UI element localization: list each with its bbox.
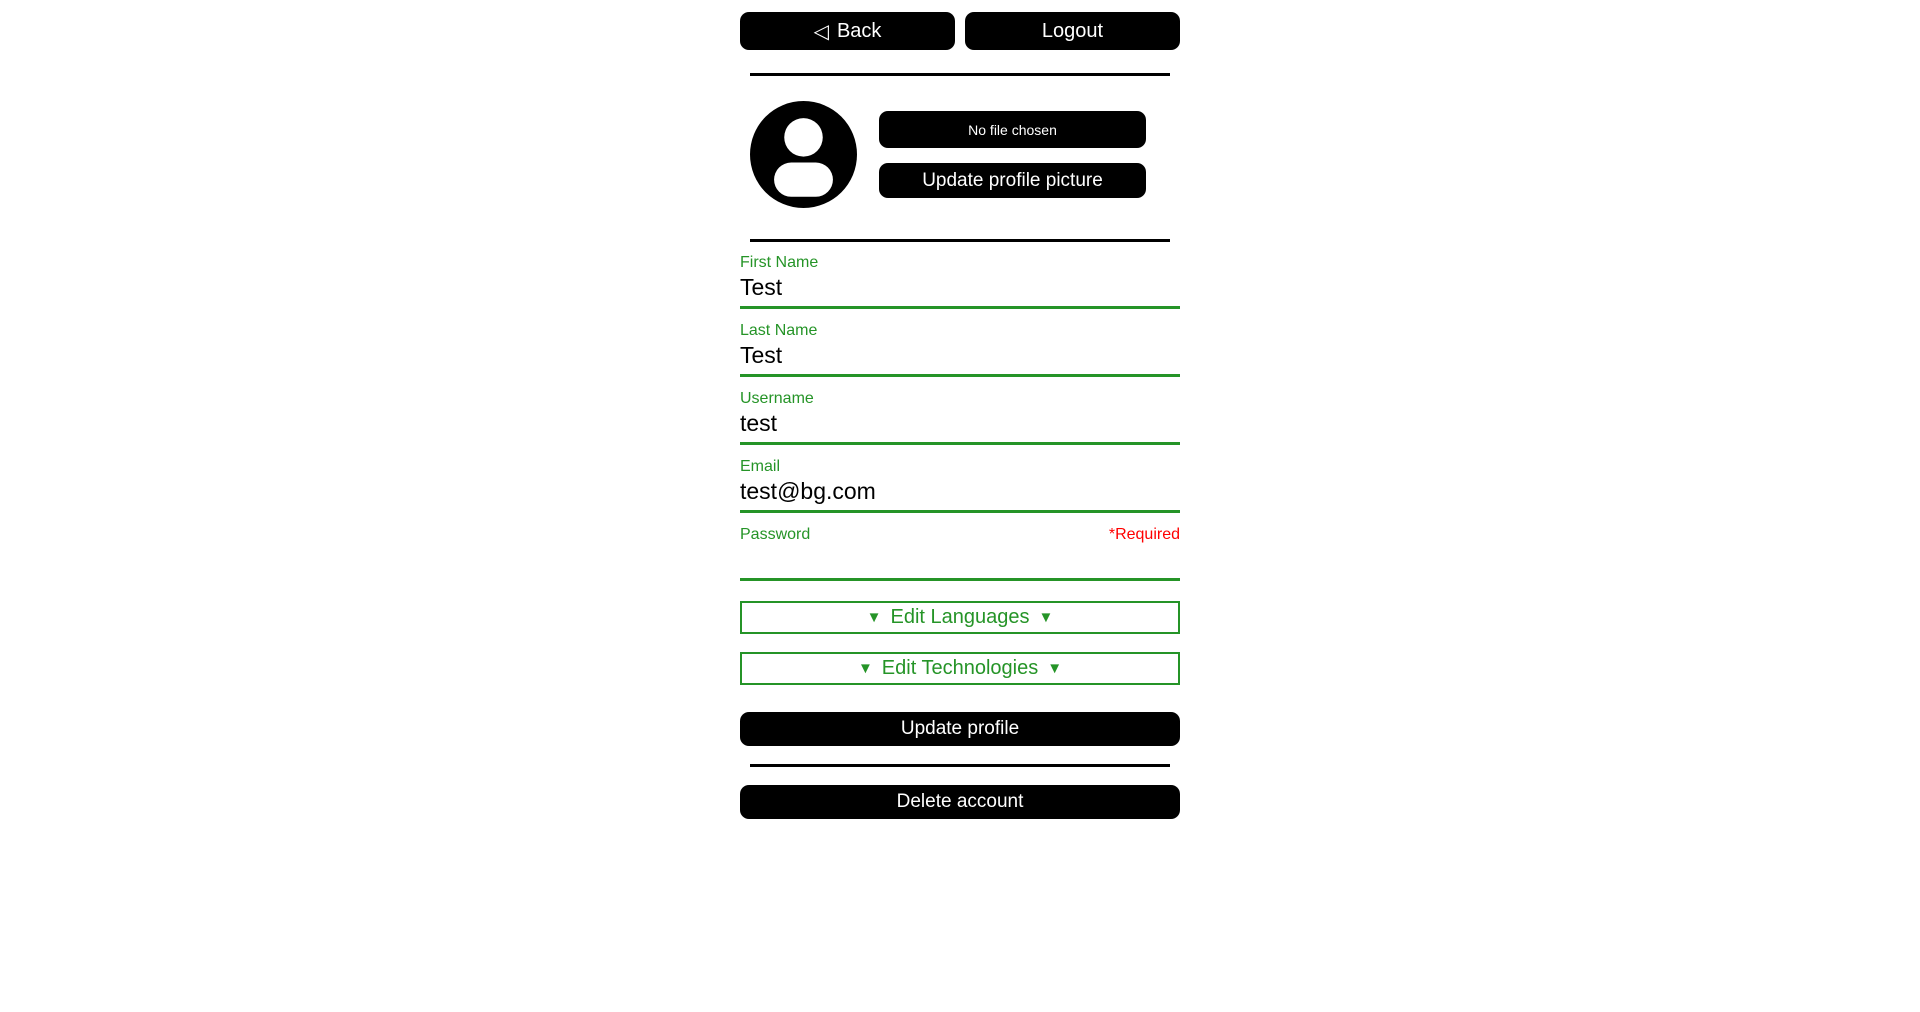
last-name-label: Last Name	[740, 322, 818, 339]
last-name-field-group	[740, 321, 1180, 377]
email-input[interactable]	[740, 476, 1180, 513]
username-field-group	[740, 389, 1180, 445]
back-arrow-icon: ◁	[813, 20, 829, 43]
first-name-input[interactable]	[740, 272, 1180, 309]
profile-picture-file-input[interactable]: No file chosen	[879, 111, 1146, 148]
divider-delete	[750, 764, 1170, 767]
profile-page	[740, 0, 1180, 819]
username-input[interactable]	[740, 408, 1180, 445]
password-field-group	[740, 525, 1180, 581]
email-field-group	[740, 457, 1180, 513]
chevron-down-icon: ▼	[1047, 660, 1063, 677]
password-label: Password	[740, 526, 811, 543]
profile-picture-section	[740, 101, 1180, 208]
email-label: Email	[740, 458, 781, 475]
username-label: Username	[740, 390, 814, 407]
back-button[interactable]	[740, 12, 955, 50]
back-button-label: Back	[836, 19, 882, 42]
edit-languages-button[interactable]	[740, 601, 1180, 634]
divider-avatar	[750, 239, 1170, 242]
edit-technologies-label: Edit Technologies	[881, 657, 1039, 679]
edit-technologies-button[interactable]	[740, 652, 1180, 685]
edit-languages-label: Edit Languages	[890, 606, 1030, 628]
password-input[interactable]	[740, 544, 1180, 581]
update-profile-picture-button[interactable]: Update profile picture	[879, 163, 1146, 198]
divider-top	[750, 73, 1170, 76]
required-note: *Required	[1108, 526, 1180, 543]
picture-controls	[879, 111, 1146, 198]
chevron-down-icon: ▼	[866, 609, 882, 626]
first-name-label: First Name	[740, 254, 819, 271]
delete-account-button[interactable]: Delete account	[740, 785, 1180, 819]
user-avatar-icon	[750, 101, 857, 208]
chevron-down-icon: ▼	[857, 660, 873, 677]
update-profile-button[interactable]: Update profile	[740, 712, 1180, 746]
logout-button[interactable]: Logout	[965, 12, 1180, 50]
first-name-field-group	[740, 253, 1180, 309]
top-button-row	[740, 12, 1180, 50]
profile-form	[740, 253, 1180, 746]
last-name-input[interactable]	[740, 340, 1180, 377]
chevron-down-icon: ▼	[1038, 609, 1054, 626]
